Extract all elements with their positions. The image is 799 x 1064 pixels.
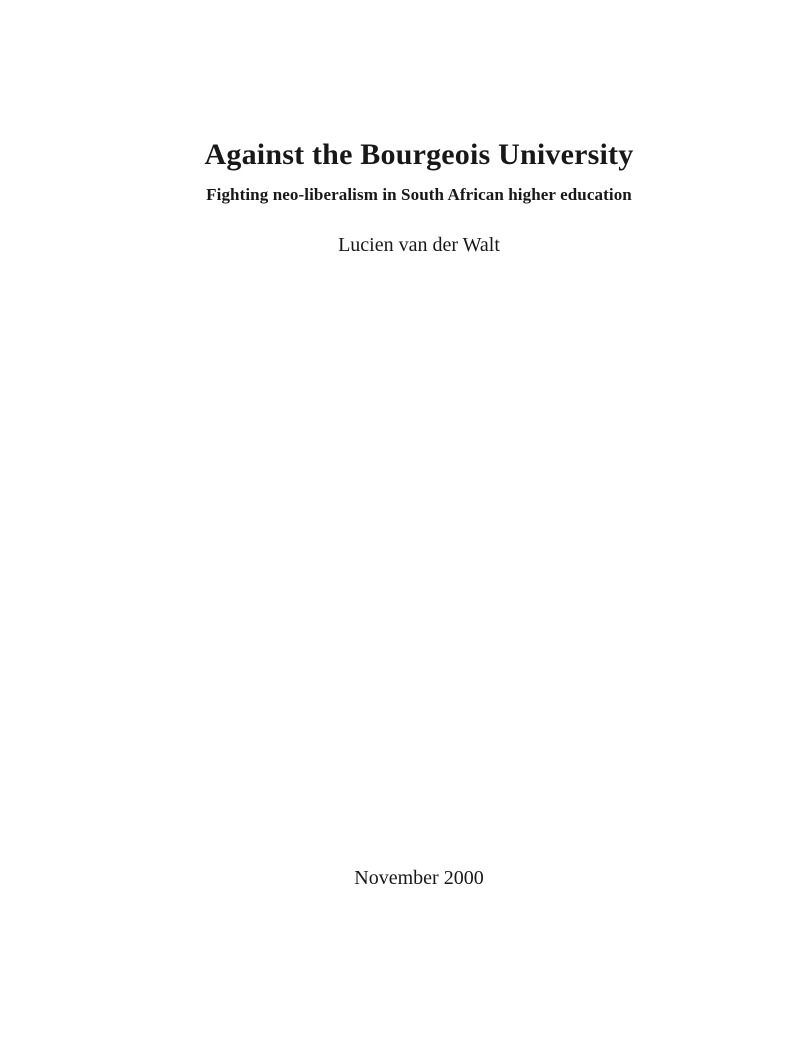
document-title: Against the Bourgeois University — [204, 138, 634, 171]
title-page-content — [39, 0, 799, 1064]
document-date: November 2000 — [354, 867, 484, 889]
document-author: Lucien van der Walt — [338, 234, 500, 256]
document-subtitle: Fighting neo-liberalism in South African higher education — [206, 185, 632, 204]
